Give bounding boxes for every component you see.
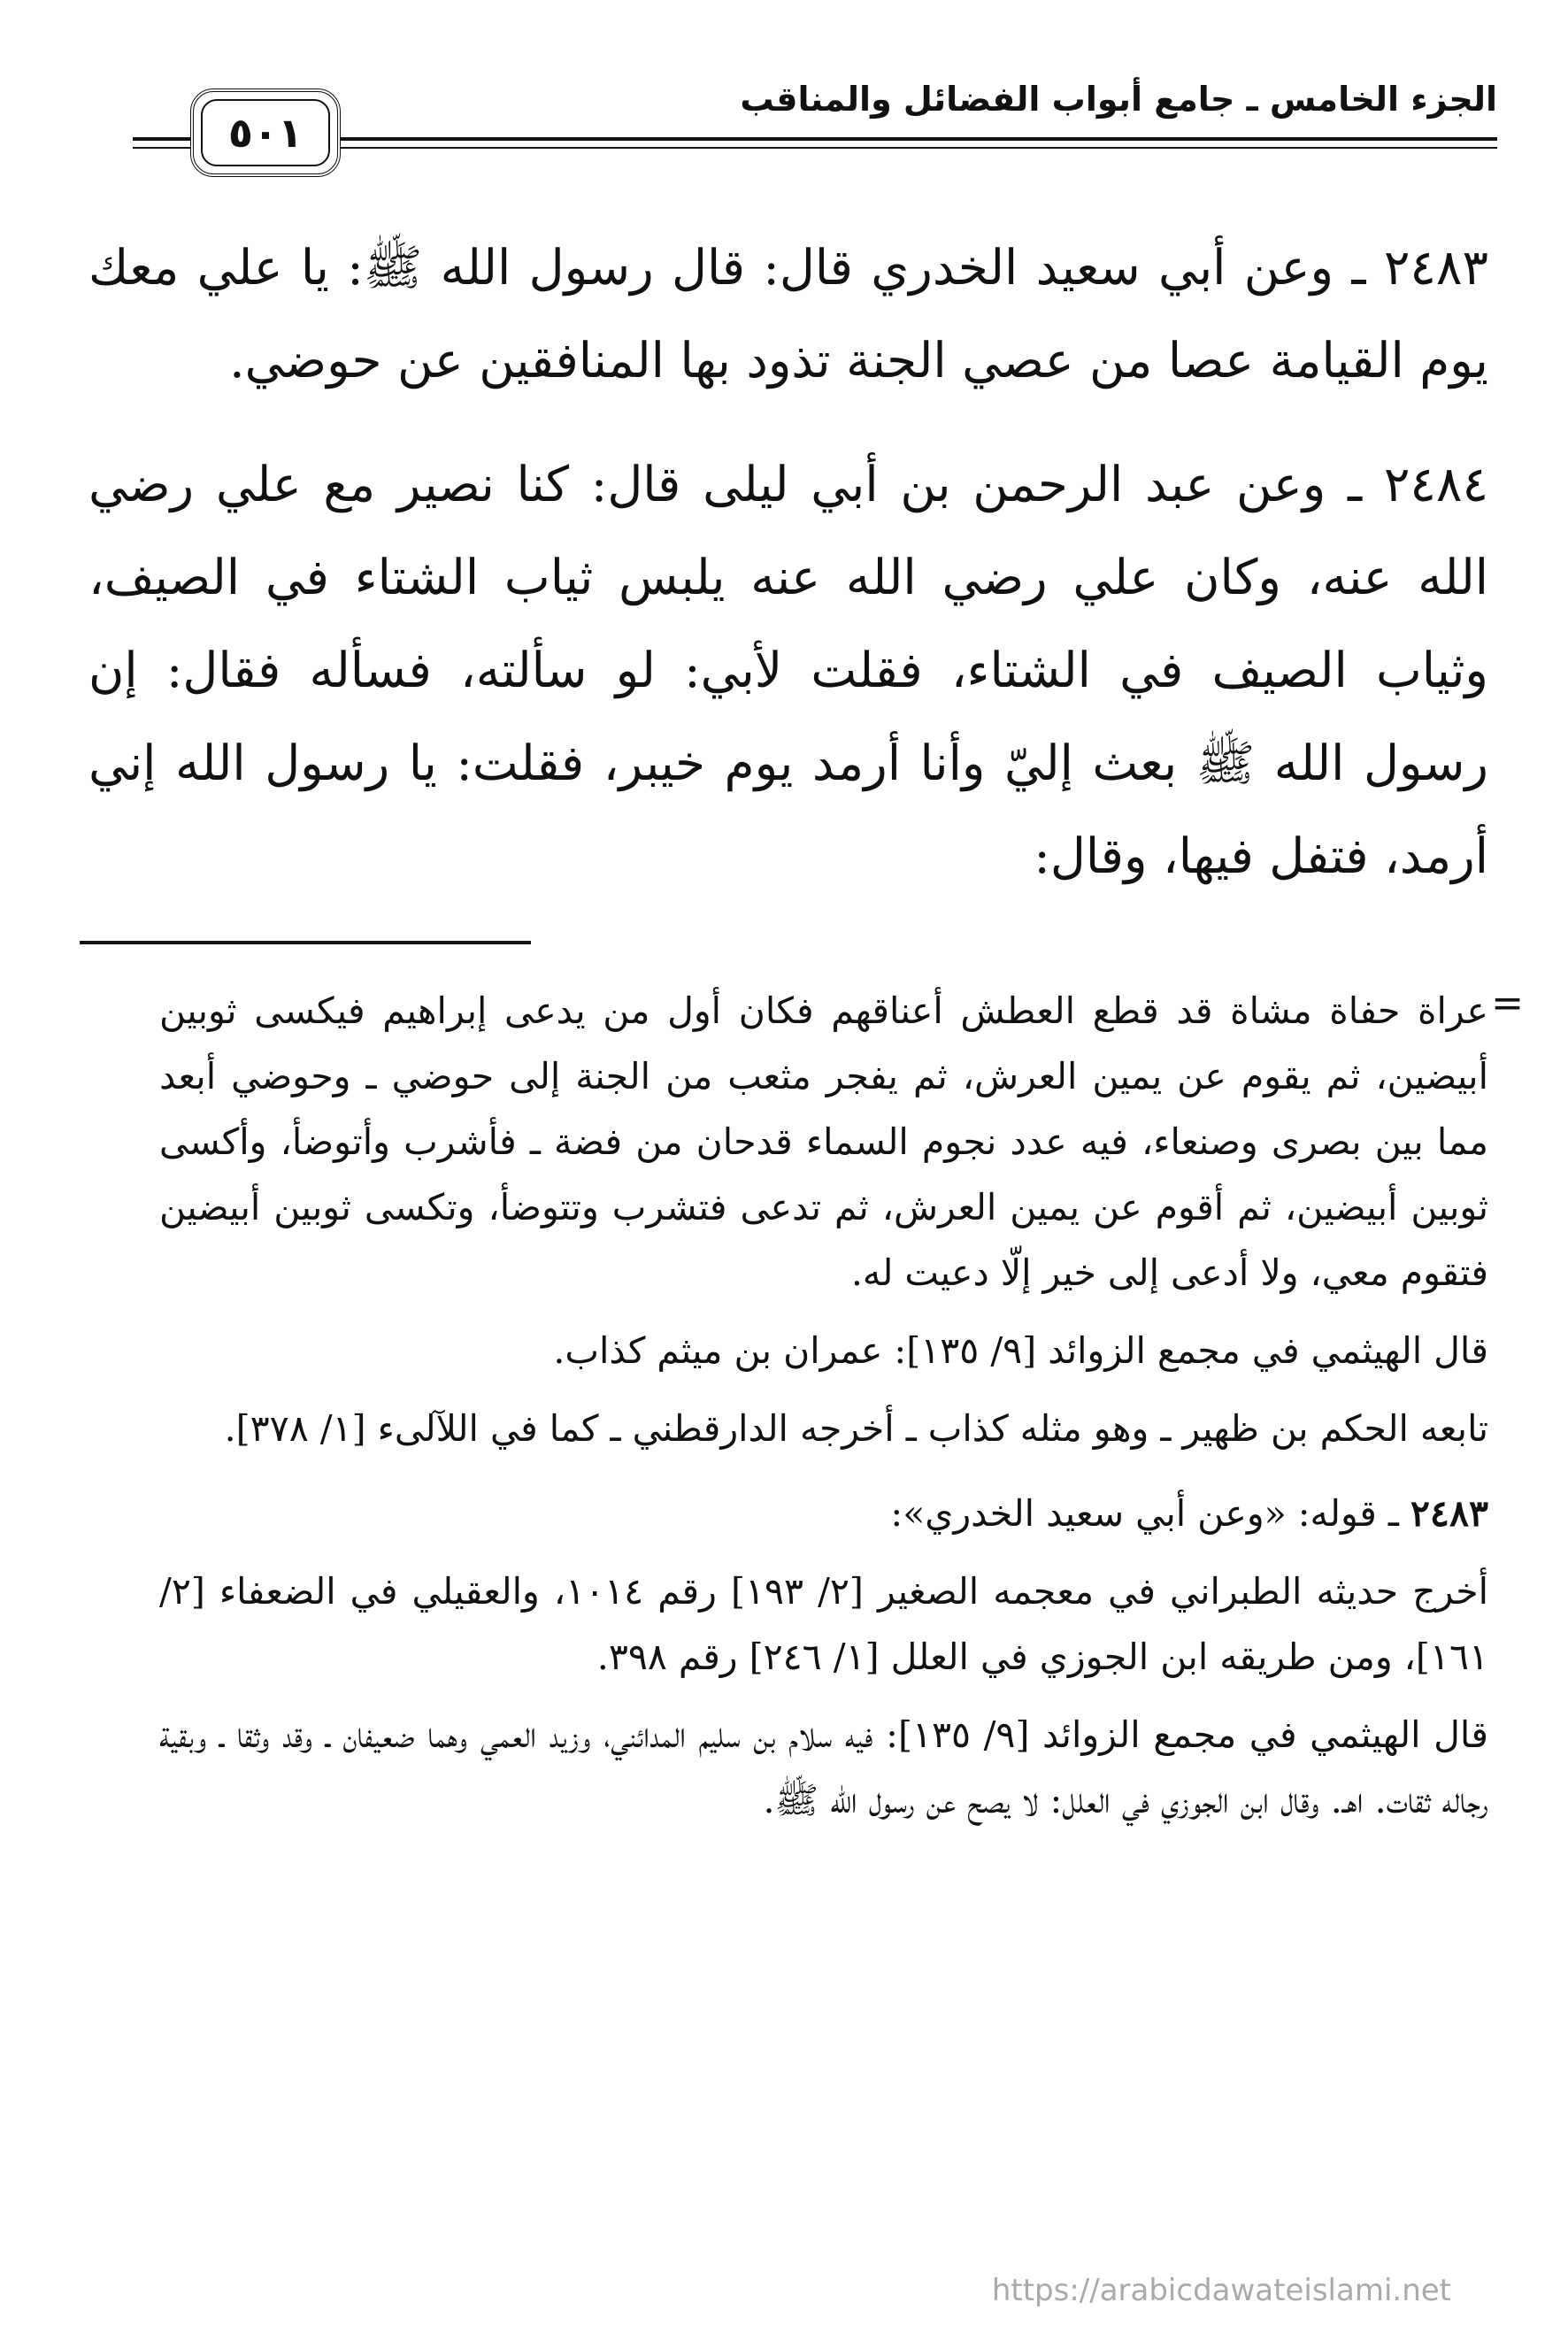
footnote-2483-heading bbox=[159, 1481, 1488, 1546]
hadith-2483: ٢٤٨٣ ـ وعن أبي سعيد الخدري قال: قال رسول الله ﷺ: يا علي معك يوم القيامة عصا من عصي الجنة تذود بها المنافقين عن حوضي. bbox=[88, 239, 1488, 389]
footnote-2483-sources: أخرج حديثه الطبراني في معجمه الصغير [٢/ ١٩٣] رقم ١٠١٤، والعقيلي في الضعفاء [٢/ ١٦١]، ومن طريقه ابن الجوزي في العلل [١/ ٢٤٦] رقم ٣٩٨. bbox=[159, 1570, 1488, 1678]
footnote-continuation-mark: = bbox=[1491, 981, 1524, 1026]
page-number-frame bbox=[190, 89, 341, 177]
footnotes bbox=[159, 978, 1488, 1833]
footnote-continuation: عراة حفاة مشاة قد قطع العطش أعناقهم فكان أول من يدعى إبراهيم فيكسى ثوبين أبيضين، ثم يقوم عن يمين العرش، ثم يفجر مثعب من الجنة إلى حوضي ـ وحوضي أبعد مما بين بصرى وصنعاء، فيه عدد نجوم السماء قدحان من فضة ـ فأشرب وأتوضأ، وأكسى ثوبين أبيضين، ثم أقوم عن يمين العرش، ثم تدعى فتشرب وتتوضأ، وتكسى ثوبين أبيضين فتقوم معي، ولا أدعى إلى خير إلّا دعيت له. bbox=[159, 989, 1488, 1294]
footnote-haythami-note: قال الهيثمي في مجمع الزوائد [٩/ ١٣٥]: عمران بن ميثم كذاب. bbox=[553, 1329, 1488, 1372]
main-text bbox=[88, 221, 1488, 903]
page-number: ٥٠١ bbox=[227, 109, 304, 157]
footnote-follow-up: تابعه الحكم بن ظهير ـ وهو مثله كذاب ـ أخرجه الدارقطني ـ كما في اللآلىء [١/ ٣٧٨]. bbox=[224, 1407, 1488, 1450]
hadith-2484: ٢٤٨٤ ـ وعن عبد الرحمن بن أبي ليلى قال: كنا نصير مع علي رضي الله عنه، وكان علي رضي الله عنه يلبس ثياب الشتاء في الصيف، وثياب الصيف في الشتاء، فقلت لأبي: لو سألته، فسأله فقال: إن رسول الله ﷺ بعث إليّ وأنا أرمد يوم خيبر، فقلت: يا رسول الله إني أرمد، فتفل فيها، وقال: bbox=[88, 456, 1488, 884]
footnote-2483-grading: قال الهيثمي في مجمع الزوائد [٩/ ١٣٥]: فيه سلام بن سليم المدائني، وزيد العمي وهما ضعيفان ـ وقد وثقا ـ وبقية رجاله ثقات. اهـ. وقال ابن الجوزي في العلل: لا يصح عن رسول الله ﷺ. bbox=[159, 1713, 1488, 1821]
footnote-heading-text: ـ قوله: «وعن أبي سعيد الخدري»: bbox=[890, 1492, 1399, 1535]
footnote-separator bbox=[80, 941, 531, 944]
watermark-url: https://arabicdawateislami.net bbox=[991, 2273, 1451, 2308]
running-title: الجزء الخامس ـ جامع أبواب الفضائل والمناقب bbox=[740, 80, 1497, 119]
footnote-number: ٢٤٨٣ bbox=[1410, 1492, 1488, 1535]
